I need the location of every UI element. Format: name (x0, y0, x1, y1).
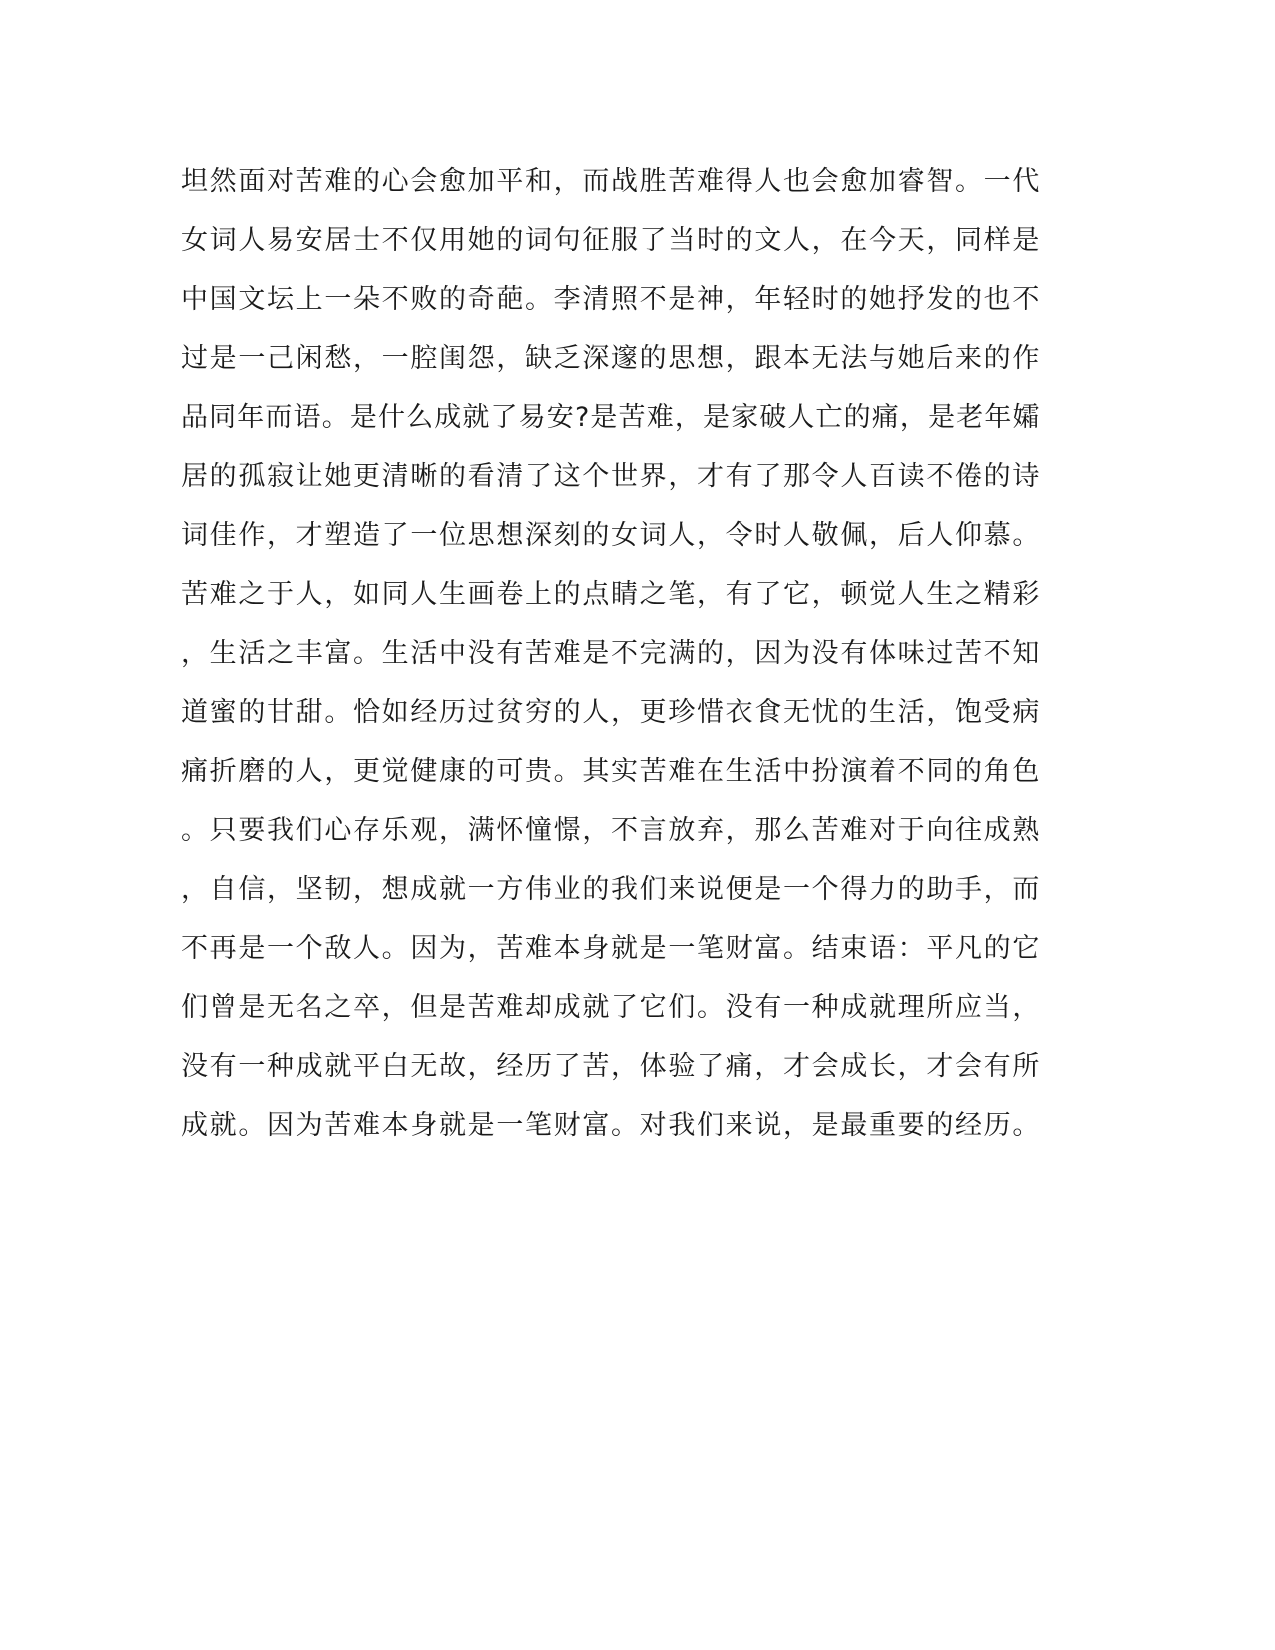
text-line: 词佳作，才塑造了一位思想深刻的女词人，令时人敬佩，后人仰慕。 (181, 520, 1041, 551)
text-line: ，生活之丰富。生活中没有苦难是不完满的，因为没有体味过苦不知 (181, 638, 1041, 669)
text-line: 品同年而语。是什么成就了易安?是苦难，是家破人亡的痛，是老年孀 (181, 402, 1041, 433)
text-line: 过是一己闲愁，一腔闺怨，缺乏深邃的思想，跟本无法与她后来的作 (181, 343, 1041, 374)
text-line: 痛折磨的人，更觉健康的可贵。其实苦难在生活中扮演着不同的角色 (181, 756, 1041, 787)
text-line: 道蜜的甘甜。恰如经历过贫穷的人，更珍惜衣食无忧的生活，饱受病 (181, 697, 1041, 728)
text-line: 。只要我们心存乐观，满怀憧憬，不言放弃，那么苦难对于向往成熟 (181, 815, 1041, 846)
text-line: 不再是一个敌人。因为，苦难本身就是一笔财富。结束语：平凡的它 (181, 933, 1041, 964)
text-line: 坦然面对苦难的心会愈加平和，而战胜苦难得人也会愈加睿智。一代 (181, 166, 1041, 197)
text-line: ，自信，坚韧，想成就一方伟业的我们来说便是一个得力的助手，而 (181, 874, 1041, 905)
text-line: 居的孤寂让她更清晰的看清了这个世界，才有了那令人百读不倦的诗 (181, 461, 1041, 492)
essay-paragraph (181, 160, 1041, 1163)
text-line: 没有一种成就平白无故，经历了苦，体验了痛，才会成长，才会有所 (181, 1051, 1041, 1082)
text-line: 中国文坛上一朵不败的奇葩。李清照不是神，年轻时的她抒发的也不 (181, 284, 1041, 315)
text-line: 成就。因为苦难本身就是一笔财富。对我们来说，是最重要的经历。 (181, 1110, 1041, 1141)
text-line: 女词人易安居士不仅用她的词句征服了当时的文人，在今天，同样是 (181, 225, 1041, 256)
text-line: 苦难之于人，如同人生画卷上的点睛之笔，有了它，顿觉人生之精彩 (181, 579, 1041, 610)
text-line: 们曾是无名之卒，但是苦难却成就了它们。没有一种成就理所应当， (181, 992, 1041, 1023)
